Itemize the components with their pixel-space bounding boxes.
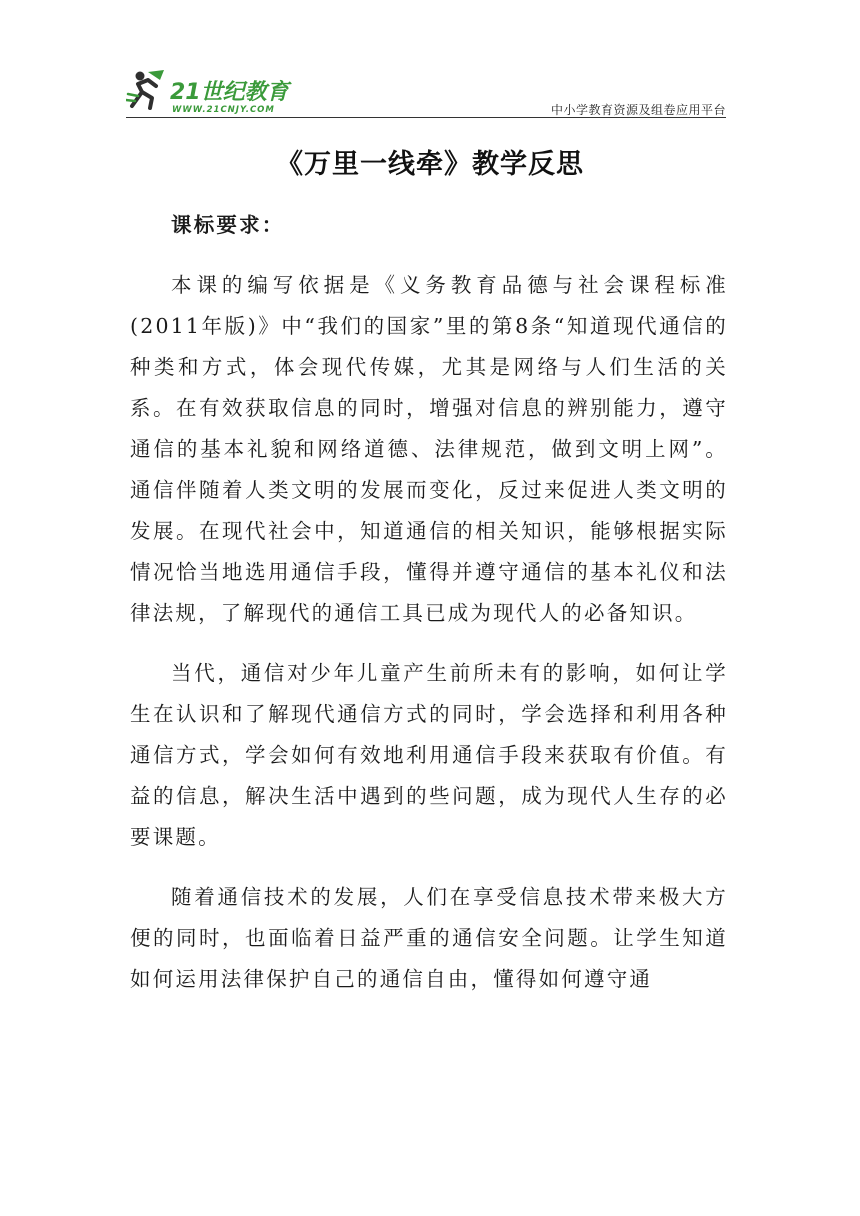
header-divider <box>126 117 726 118</box>
runner-icon <box>126 70 164 108</box>
paragraph-3: 随着通信技术的发展，人们在享受信息技术带来极大方便的同时，也面临着日益严重的通信安全问题。让学生知道如何运用法律保护自己的通信自由，懂得如何遵守通 <box>130 885 728 991</box>
section-heading: 课标要求： <box>171 213 285 237</box>
document-body <box>130 205 728 1019</box>
header-tagline: 中小学教育资源及组卷应用平台 <box>550 103 726 117</box>
paragraph-1: 本课的编写依据是《义务教育品德与社会课程标准(2011年版)》中“我们的国家”里的第8条“知道现代通信的种类和方式，体会现代传媒，尤其是网络与人们生活的关系。在有效获取信息的同时，增强对信息的辨别能力，遵守通信的基本礼貌和网络道德、法律规范，做到文明上网”。通信伴随着人类文明的发展而变化，反过来促进人类文明的发展。在现代社会中，知道通信的相关知识，能够根据实际情况恰当地选用通信手段，懂得并遵守通信的基本礼仪和法律法规，了解现代的通信工具已成为现代人的必备知识。 <box>130 273 728 625</box>
page-header <box>126 66 726 118</box>
logo-url: WWW.21CNJY.COM <box>172 105 275 115</box>
paragraph-2: 当代，通信对少年儿童产生前所未有的影响，如何让学生在认识和了解现代通信方式的同时，学会选择和利用各种通信方式，学会如何有效地利用通信手段来获取有价值。有益的信息，解决生活中遇到的些问题，成为现代人生存的必要课题。 <box>130 661 728 849</box>
logo-wordmark: 21世纪教育 <box>170 80 289 105</box>
21cnjy-logo <box>126 66 296 116</box>
document-title: 《万里一线牵》教学反思 <box>276 149 584 180</box>
